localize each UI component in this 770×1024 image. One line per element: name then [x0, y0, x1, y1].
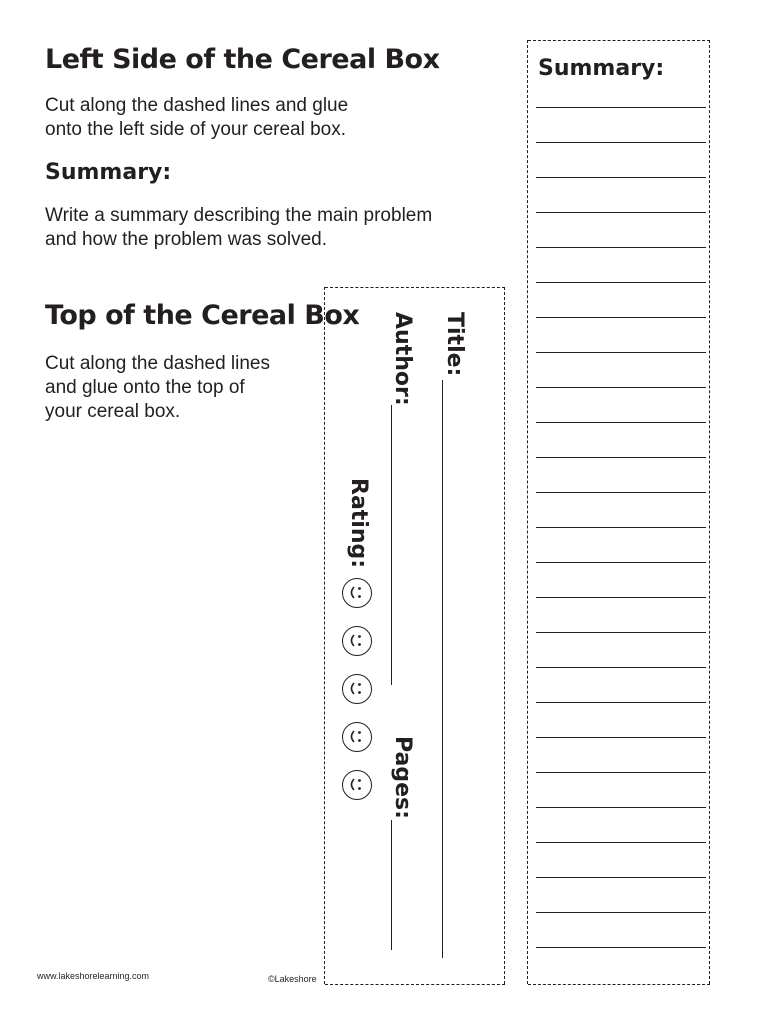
summary-prompt-line: Write a summary describing the main problem	[45, 205, 433, 226]
summary-write-line	[536, 212, 706, 213]
summary-write-line	[536, 387, 706, 388]
summary-write-line	[536, 702, 706, 703]
summary-heading: Summary:	[45, 160, 172, 185]
summary-write-line	[536, 317, 706, 318]
summary-write-line	[536, 842, 706, 843]
smiley-face-icon	[342, 626, 372, 656]
summary-write-line	[536, 422, 706, 423]
title-write-line	[442, 380, 443, 958]
summary-write-line	[536, 597, 706, 598]
summary-panel-heading: Summary:	[538, 56, 665, 81]
footer-copyright: ©Lakeshore	[268, 974, 317, 984]
cut-line-bottom	[528, 984, 710, 985]
rating-label: Rating:	[346, 478, 371, 569]
summary-write-line	[536, 877, 706, 878]
cut-line-right	[504, 287, 505, 984]
cut-line-right	[709, 40, 710, 984]
summary-write-line	[536, 562, 706, 563]
top-side-title: Top of the Cereal Box	[45, 300, 360, 331]
cut-line-top	[528, 40, 710, 41]
smiley-face-icon	[342, 770, 372, 800]
summary-write-line	[536, 527, 706, 528]
cut-line-bottom	[325, 984, 505, 985]
author-write-line	[391, 405, 392, 685]
summary-write-line	[536, 352, 706, 353]
summary-write-line	[536, 107, 706, 108]
smiley-face-icon	[342, 722, 372, 752]
top-side-instructions-line: your cereal box.	[45, 401, 181, 422]
summary-write-line	[536, 177, 706, 178]
pages-label: Pages:	[390, 736, 415, 819]
cut-line-top	[325, 287, 505, 288]
cut-line-left	[527, 40, 528, 984]
summary-write-line	[536, 912, 706, 913]
title-label: Title:	[442, 312, 467, 377]
summary-prompt	[45, 204, 432, 252]
smiley-face-icon	[342, 674, 372, 704]
summary-write-line	[536, 772, 706, 773]
author-label: Author:	[390, 312, 415, 406]
summary-write-line	[536, 142, 706, 143]
footer-website: www.lakeshorelearning.com	[37, 971, 150, 981]
left-side-instructions-line: Cut along the dashed lines and glue	[45, 95, 349, 116]
summary-write-line	[536, 282, 706, 283]
summary-prompt-line: and how the problem was solved.	[45, 229, 327, 250]
left-side-title: Left Side of the Cereal Box	[45, 44, 440, 75]
summary-write-line	[536, 947, 706, 948]
top-side-instructions-line: and glue onto the top of	[45, 377, 245, 398]
summary-write-line	[536, 737, 706, 738]
cut-line-left	[324, 287, 325, 984]
summary-write-line	[536, 457, 706, 458]
pages-write-line	[391, 820, 392, 950]
summary-write-line	[536, 632, 706, 633]
top-side-instructions-line: Cut along the dashed lines	[45, 353, 270, 374]
summary-write-line	[536, 807, 706, 808]
summary-write-line	[536, 492, 706, 493]
left-side-instructions-line: onto the left side of your cereal box.	[45, 119, 347, 140]
left-side-instructions	[45, 94, 348, 142]
smiley-face-icon	[342, 578, 372, 608]
top-side-instructions	[45, 352, 270, 424]
summary-write-line	[536, 667, 706, 668]
summary-write-line	[536, 247, 706, 248]
